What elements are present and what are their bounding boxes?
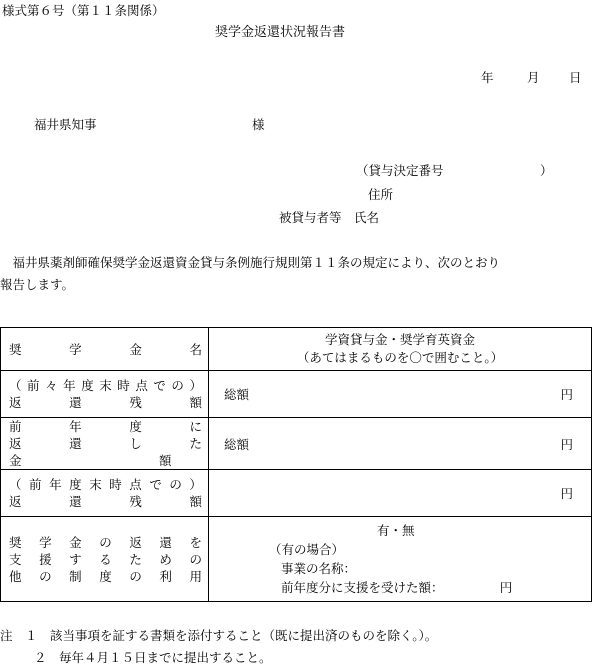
label-char: の	[169, 477, 182, 492]
label-char: 還	[69, 494, 82, 509]
scholarship-name-value[interactable]	[209, 328, 592, 371]
label-char: 末	[99, 378, 112, 393]
label-char: 還	[159, 534, 172, 550]
decision-number-label: （貸与決定番号	[356, 163, 444, 178]
label-char: 度	[99, 568, 112, 584]
label-char: を	[189, 534, 202, 550]
label-char: 額	[189, 494, 202, 509]
date-day: 日	[569, 70, 582, 85]
label-char: 制	[69, 568, 82, 584]
yen-unit: 円	[560, 387, 573, 402]
label-char: の	[129, 568, 142, 584]
address-label: 住所	[368, 187, 394, 202]
label-char: の	[171, 378, 184, 393]
label-char: 名	[189, 341, 202, 357]
label-char: 返	[9, 395, 22, 410]
label-char: 前	[29, 477, 42, 492]
support-system-label	[1, 517, 209, 602]
yen-unit: 円	[560, 436, 573, 452]
label-char: 返	[9, 494, 22, 509]
label-char: の	[39, 568, 52, 584]
repaid-amount-value[interactable]	[209, 418, 592, 470]
label-char: 還	[69, 395, 82, 410]
table-row-repaid-amount	[1, 418, 592, 470]
label-char: 用	[189, 568, 202, 584]
label-char: （	[9, 477, 22, 492]
label-char: 々	[45, 378, 58, 393]
label-char: 金	[129, 341, 142, 357]
label-char: 点	[135, 378, 148, 393]
program-name-label: 事業の名称：	[281, 561, 357, 576]
support-system-value[interactable]	[209, 517, 592, 602]
label-char: 年	[69, 419, 82, 434]
table-row-support-system	[1, 517, 592, 602]
total-label: 総額	[224, 436, 250, 452]
label-char: た	[129, 551, 142, 567]
label-char: し	[129, 436, 142, 451]
report-table	[0, 327, 592, 602]
label-char: で	[149, 477, 162, 492]
label-char: 援	[39, 551, 52, 567]
label-char: で	[153, 378, 166, 393]
label-char: た	[189, 436, 202, 451]
date-month: 月	[527, 70, 540, 85]
table-row-balance-last-year	[1, 470, 592, 517]
addressee-name: 福井県知事	[34, 117, 97, 132]
label-char: す	[69, 551, 82, 567]
notes	[0, 625, 437, 669]
label-char: ）	[189, 477, 202, 492]
balance-before-last-value[interactable]	[209, 371, 592, 418]
balance-last-year-label	[1, 470, 209, 517]
label-char: （	[9, 378, 22, 393]
label-char: 年	[49, 477, 62, 492]
decision-number-close: ）	[540, 163, 553, 178]
intro-text	[0, 252, 592, 296]
label-char: 返	[9, 436, 22, 451]
label-char: 利	[159, 568, 172, 584]
label-char: 返	[129, 534, 142, 550]
yen-unit: 円	[560, 486, 573, 501]
support-amount-label: 前年度分に支援を受けた額： 円	[281, 580, 513, 595]
label-char: 奨	[9, 534, 22, 550]
total-label: 総額	[224, 387, 250, 402]
label-char: 度	[129, 419, 142, 434]
label-char: 時	[109, 477, 122, 492]
label-char: め	[159, 551, 172, 567]
label-char: 前	[9, 419, 22, 434]
label-char: 金	[69, 534, 82, 550]
name-label: 被貸与者等 氏名	[279, 210, 380, 225]
label-char: 額	[189, 395, 202, 410]
page-title: 奨学金返還状況報告書	[215, 25, 346, 40]
label-char: 学	[69, 341, 82, 357]
intro-line-2: 報告します。	[0, 277, 75, 292]
label-char: 年	[63, 378, 76, 393]
label-char: 度	[81, 378, 94, 393]
label-char: ）	[189, 378, 202, 393]
label-char: の	[99, 534, 112, 550]
label-char: 点	[129, 477, 142, 492]
label-char: 他	[9, 568, 22, 584]
label-char: 度	[69, 477, 82, 492]
scholarship-name-label	[1, 328, 209, 371]
label-char: 学	[39, 534, 52, 550]
table-row-balance-before-last	[1, 371, 592, 418]
scholarship-types: 学資貸与金・奨学育英資金	[324, 332, 475, 347]
balance-before-last-label	[1, 371, 209, 418]
form-number: 様式第６号（第１１条関係）	[2, 3, 165, 18]
label-char: 残	[129, 494, 142, 509]
date-year: 年	[481, 70, 494, 85]
note-2: ２ 毎年４月１５日までに提出すること。	[34, 650, 272, 665]
label-char: 時	[117, 378, 130, 393]
if-yes-label: （有の場合）	[269, 542, 345, 557]
table-row-header	[1, 328, 592, 371]
label-char: 還	[69, 436, 82, 451]
label-char: に	[189, 419, 202, 434]
label-char: 残	[129, 395, 142, 410]
note-1: 注 １ 該当事項を証する書類を添付すること（既に提出済のものを除く。）。	[0, 628, 438, 643]
repaid-amount-label	[1, 418, 209, 470]
label-char: 末	[89, 477, 102, 492]
intro-line-1: 福井県薬剤師確保奨学金返還資金貸与条例施行規則第１１条の規定により、次のとおり	[0, 255, 501, 270]
balance-last-year-value[interactable]	[209, 470, 592, 517]
label-char: 奨	[9, 341, 22, 357]
repaid-amount-label-line-3: 金 額	[9, 453, 172, 468]
label-char: る	[99, 551, 112, 567]
yes-no-choice[interactable]: 有・無	[377, 523, 415, 538]
label-char: の	[189, 551, 202, 567]
label-char: 前	[27, 378, 40, 393]
label-char: 支	[9, 551, 22, 567]
addressee-honorific: 様	[252, 117, 265, 132]
scholarship-instruction: （あてはまるものを〇で囲むこと。）	[296, 350, 504, 365]
